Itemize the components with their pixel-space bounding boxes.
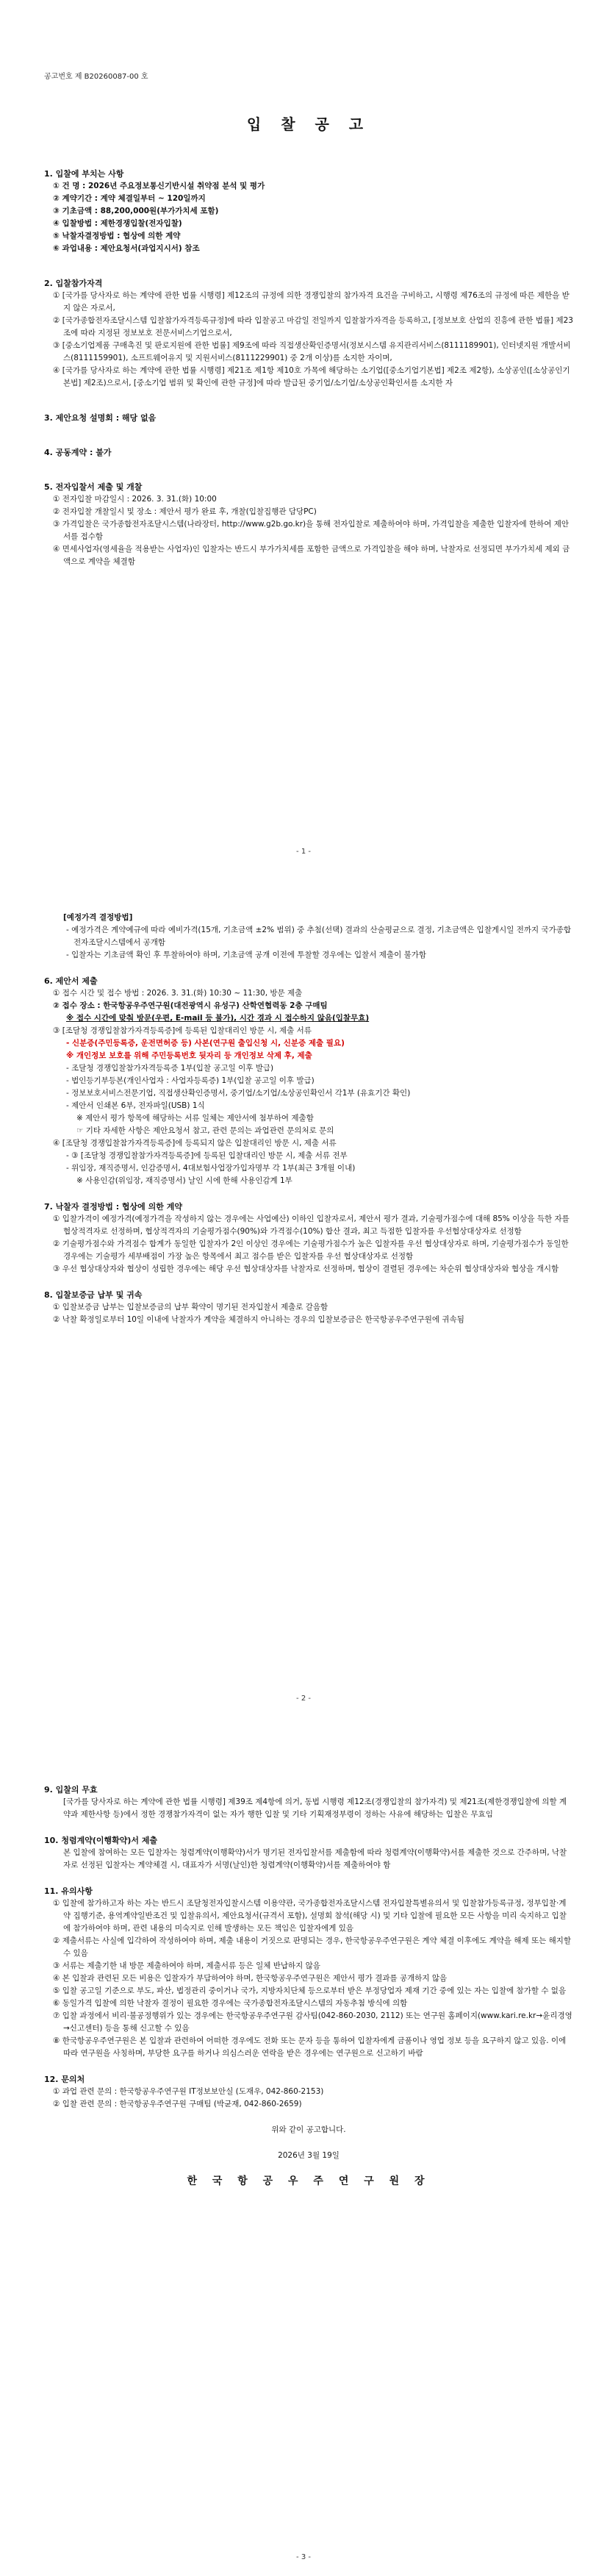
section-5-item: ④ 면세사업자(영세율을 적용받는 사업자)인 입찰자는 반드시 부가가치세를 포함한 금액으로 가격입찰을 해야 하며, 낙찰자로 선정되면 부가가치세 제외 금액으로 계약을 체결함: [53, 545, 570, 566]
price-method-title: [예정가격 결정방법]: [63, 913, 133, 922]
section-1-item: ② 계약기간 : 계약 체결일부터 ~ 120일까지: [53, 194, 206, 203]
section-12-heading: 12. 문의처: [44, 2075, 85, 2084]
page-1: [0, 0, 607, 875]
section-2-item: ① [국가를 당사자로 하는 계약에 관한 법률 시행령] 제12조의 규정에 의한 경쟁입찰의 참가자격 요건을 구비하고, 시행령 제76조의 규정에 따른 제한을 받지 않은 자로서,: [53, 291, 570, 312]
section-11-item: ② 제출서류는 사실에 입각하여 작성하여야 하며, 제출 내용이 거짓으로 판명되는 경우, 한국항공우주연구원은 계약 체결 이후에도 계약을 해제 또는 해지할 수 있음: [53, 1936, 572, 1958]
section-6-id-copy: - 신분증(주민등록증, 운전면허증 등) 사본(연구원 출입신청 시, 신분증 제출 필요): [66, 1039, 345, 1048]
section-1-item: ③ 기초금액 : 88,200,000원(부가가치세 포함): [53, 207, 219, 215]
section-9-text: [국가를 당사자로 하는 계약에 관한 법률 시행령] 제39조 제4항에 의거, 동법 시행령 제12조(경쟁입찰의 참가자격) 및 제21조(제한경쟁입찰에 의할 계약과 제한사항 등)에서 정한 경쟁참가자격이 없는 자가 행한 입찰 및 기타 기획재정부령이 정하는 사유에 해당하는 입찰은 무효임: [63, 1797, 567, 1819]
section-6-doc: - 법인등기부등본(개인사업자 : 사업자등록증) 1부(입찰 공고일 이후 발급): [66, 1076, 315, 1085]
section-6-doc: - 제안서 인쇄본 6부, 전자파일(USB) 1식: [66, 1101, 205, 1110]
section-6-note: ※ 사용인감(위임장, 재직증명서) 날인 시에 한해 사용인감계 1부: [76, 1176, 292, 1185]
section-5-item: ① 전자입찰 마감일시 : 2026. 3. 31.(화) 10:00: [53, 495, 217, 504]
price-method-item: - 입찰자는 기초금액 확인 후 투찰하여야 하며, 기초금액 공개 이전에 투찰할 경우에는 입찰서 제출이 불가함: [66, 951, 427, 959]
issuing-organization: 한 국 항 공 우 주 연 구 원 장: [187, 2175, 431, 2187]
section-2-item: ④ [국가를 당사자로 하는 계약에 관한 법률 시행령] 제21조 제1항 제10호 가목에 해당하는 소기업([중소기업기본법] 제2조 제2항), 소상공인([소상공인기본법] 제2조)으로서, [중소기업 범위 및 확인에 관한 규정]에 따라 발급된 중기업/소기업/소상공인확인서를 소지한 자: [53, 366, 570, 387]
section-8-item: ① 입찰보증금 납부는 입찰보증금의 납부 확약이 명기된 전자입찰서 제출로 갈음함: [53, 1303, 328, 1312]
section-7-item: ② 기술평가점수와 가격점수 합계가 동일한 입찰자가 2인 이상인 경우에는 기술평가점수가 높은 입찰자를 우선 협상대상자로 하며, 기술평가점수가 동일한 경우에는 기술평가 세부배점이 가장 높은 항목에서 최고 점수를 받은 입찰자를 우선 협상대상자로 선정함: [53, 1239, 569, 1261]
section-4-heading: 4. 공동계약 : 불가: [44, 448, 112, 457]
section-11-item: ① 입찰에 참가하고자 하는 자는 반드시 조달청전자입찰시스템 이용약관, 국가종합전자조달시스템 전자입찰특별유의서 및 입찰참가등록규정, 정부입찰·계약 집행기준, 용역계약일반조건 및 입찰유의서, 제안요청서(규격서 포함), 설명회 참석(해당 시) 및 기타 입찰에 필요한 모든 사항을 미리 숙지하고 입찰에 참가하여야 하며, 관련 내용의 미숙지로 인해 발생하는 모든 책임은 입찰자에게 있음: [53, 1899, 567, 1933]
page-2-content: [44, 912, 573, 1326]
section-7-item: ① 입찰가격이 예정가격(예정가격을 작성하지 않는 경우에는 사업예산) 이하인 입찰자로서, 제안서 평가 결과, 기술평가점수에 대해 85% 이상을 득한 자를 협상적격자로 선정하며, 협상적격자의 기술평가점수(90%)와 가격점수(10%) 합산 결과, 최고 득점한 입찰자를 우선협상대상자로 선정함: [53, 1214, 570, 1236]
notice-date: 2026년 3월 19일: [278, 2151, 340, 2160]
section-6-doc: - ③ [조달청 경쟁입찰참가자격등록증]에 등록된 입찰대리인 방문 시, 제출 서류 전부: [66, 1151, 348, 1160]
page-1-content: [44, 71, 573, 568]
price-method-item: - 예정가격은 계약예규에 따라 예비가격(15개, 기초금액 ±2% 범위) 중 추첨(선택) 결과의 산술평균으로 결정, 기초금액은 입찰게시일 전까지 국가종합전자조달시스템에서 공개함: [66, 926, 572, 947]
section-6-item: ④ [조달청 경쟁입찰참가자격등록증]에 등록되지 않은 입찰대리인 방문 시, 제출 서류: [53, 1139, 337, 1148]
section-1-heading: 1. 입찰에 부치는 사항: [44, 169, 124, 179]
page-number: - 2 -: [296, 1695, 311, 1703]
section-7-item: ③ 우선 협상대상자와 협상이 성립한 경우에는 해당 우선 협상대상자를 낙찰자로 선정하며, 협상이 결렬된 경우에는 차순위 협상대상자와 협상을 개시함: [53, 1264, 559, 1273]
section-6-item: ① 접수 시간 및 접수 방법 : 2026. 3. 31.(화) 10:30 ~ 11:30, 방문 제출: [53, 989, 303, 998]
page-title: 입 찰 공 고: [246, 115, 371, 133]
section-6-heading: 6. 제안서 제출: [44, 976, 98, 986]
section-11-item: ④ 본 입찰과 관련된 모든 비용은 입찰자가 부담하여야 하며, 한국항공우주연구원은 제안서 평가 결과를 공개하지 않음: [53, 1974, 448, 1983]
closing-statement: 위와 같이 공고합니다.: [271, 2125, 346, 2134]
section-8-heading: 8. 입찰보증금 납부 및 귀속: [44, 1290, 143, 1300]
section-6-note: ※ 제안서 평가 항목에 해당하는 서류 일체는 제안서에 첨부하여 제출함: [76, 1114, 314, 1123]
page-3: [0, 1735, 607, 2576]
section-2-item: ② [국가종합전자조달시스템 입찰참가자격등록규정]에 따라 입찰공고 마감일 전일까지 입찰참가자격을 등록하고, [정보보호 산업의 진흥에 관한 법률] 제23조에 따라 지정된 정보보호 전문서비스기업으로서,: [53, 316, 573, 337]
section-7-heading: 7. 낙찰자 결정방법 : 협상에 의한 계약: [44, 1202, 182, 1212]
section-10-text: 본 입찰에 참여하는 모든 입찰자는 청렴계약(이행확약)서가 명기된 전자입찰서를 제출함에 따라 청렴계약(이행확약)서를 제출한 것으로 간주하며, 낙찰자로 선정된 입찰자는 계약체결 시, 대표자가 서명(날인)한 청렴계약(이행확약)서를 제출하여야 함: [63, 1848, 567, 1870]
section-6-item: ③ [조달청 경쟁입찰참가자격등록증]에 등록된 입찰대리인 방문 시, 제출 서류: [53, 1026, 312, 1035]
section-6-note: ※ 접수 시간에 맞춰 방문(우편, E-mail 등 불가), 시간 경과 시 접수하지 않음(입찰무효): [66, 1014, 370, 1023]
page-2: [0, 875, 607, 1735]
section-2-heading: 2. 입찰참가자격: [44, 279, 103, 288]
section-11-item: ⑥ 동일가격 입찰에 의한 낙찰자 결정이 필요한 경우에는 국가종합전자조달시스템의 자동추첨 방식에 의함: [53, 1999, 408, 2008]
section-6-privacy-note: ※ 개인정보 보호를 위해 주민등록번호 뒷자리 등 개인정보 삭제 후, 제출: [66, 1051, 312, 1060]
section-5-item: ③ 가격입찰은 국가종합전자조달시스템(나라장터, http://www.g2b.go.kr)을 통해 전자입찰로 제출하여야 하며, 가격입찰을 제출한 입찰자에 한하여 제안서를 접수함: [53, 520, 570, 541]
page-number: - 1 -: [296, 848, 311, 856]
section-6-item: ② 접수 장소 : 한국항공우주연구원(대전광역시 유성구) 산학연협력동 2층 구매팀: [53, 1001, 328, 1010]
section-6-doc: - 위임장, 재직증명서, 인감증명서, 4대보험사업장가입자명부 각 1부(최근 3개월 이내): [66, 1164, 356, 1173]
section-11-item: ⑤ 입찰 공고일 기준으로 부도, 파산, 법정관리 중이거나 국가, 지방자치단체 등으로부터 받은 부정당업자 제재 기간 중에 있는 자는 입찰에 참가할 수 없음: [53, 1986, 567, 1995]
page-number: - 3 -: [296, 2553, 311, 2561]
section-1-item: ④ 입찰방법 : 제한경쟁입찰(전자입찰): [53, 219, 182, 228]
section-1-item: ⑤ 낙찰자결정방법 : 협상에 의한 계약: [53, 232, 181, 240]
section-2-item: ③ [중소기업제품 구매촉진 및 판로지원에 관한 법률] 제9조에 따라 직접생산확인증명서(정보시스템 유지관리서비스(8111189901), 인터넷지원 개발서비스(8111159901), 소프트웨어유지 및 지원서비스(8111229901) 중 2개 이상)를 소지한 자이며,: [53, 341, 571, 362]
section-11-item: ⑦ 입찰 과정에서 비리·불공정행위가 있는 경우에는 한국항공우주연구원 감사팀(042-860-2030, 2112) 또는 연구원 홈페이지(www.kari.re.kr→윤리경영 →신고센터) 등을 통해 신고할 수 있음: [53, 2011, 572, 2033]
section-6-note: ☞ 기타 자세한 사항은 제안요청서 참고, 관련 문의는 과업관련 문의처로 문의: [76, 1126, 334, 1135]
page-3-content: [44, 1783, 573, 2188]
notice-number: 공고번호 제 B20260087-00 호: [44, 73, 148, 81]
price-method-box: [44, 912, 573, 962]
section-11-heading: 11. 유의사항: [44, 1886, 93, 1896]
section-11-item: ⑧ 한국항공우주연구원은 본 입찰과 관련하여 어떠한 경우에도 전화 또는 문자 등을 통하여 입찰자에게 금품이나 영업 정보 등을 요구하지 않고 있음. 이에 따라 연구원을 사칭하며, 부당한 요구를 하거나 의심스러운 연락을 받은 경우에는 연구원으로 신고하기 바람: [53, 2036, 567, 2058]
section-5-item: ② 전자입찰 개찰일시 및 장소 : 제안서 평가 완료 후, 개찰(입찰집행관 담당PC): [53, 507, 317, 516]
section-12-item: ② 입찰 관련 문의 : 한국항공우주연구원 구매팀 (박균재, 042-860-2659): [53, 2100, 302, 2108]
section-10-heading: 10. 청렴계약(이행확약)서 제출: [44, 1836, 158, 1845]
section-11-item: ③ 서류는 제출기한 내 방문 제출하여야 하며, 제출서류 등은 일체 반납하지 않음: [53, 1961, 320, 1970]
section-5-heading: 5. 전자입찰서 제출 및 개찰: [44, 482, 143, 492]
section-9-heading: 9. 입찰의 무효: [44, 1785, 98, 1795]
section-6-doc: - 정보보호서비스전문기업, 직접생산확인증명서, 중기업/소기업/소상공인확인서 각1부 (유효기간 확인): [66, 1089, 411, 1098]
section-12-item: ① 과업 관련 문의 : 한국항공우주연구원 IT정보보안실 (도재우, 042-860-2153): [53, 2087, 324, 2096]
section-8-item: ② 낙찰 확정일로부터 10일 이내에 낙찰자가 계약을 체결하지 아니하는 경우의 입찰보증금은 한국항공우주연구원에 귀속됨: [53, 1315, 464, 1324]
section-3-heading: 3. 제안요청 설명회 : 해당 없음: [44, 413, 157, 423]
section-1-item: ① 건 명 : 2026년 주요정보통신기반시설 취약점 분석 및 평가: [53, 182, 265, 190]
section-6-doc: - 조달청 경쟁입찰참가자격등록증 1부(입찰 공고일 이후 발급): [66, 1064, 274, 1073]
section-1-item: ⑥ 과업내용 : 제안요청서(과업지시서) 참조: [53, 244, 200, 253]
